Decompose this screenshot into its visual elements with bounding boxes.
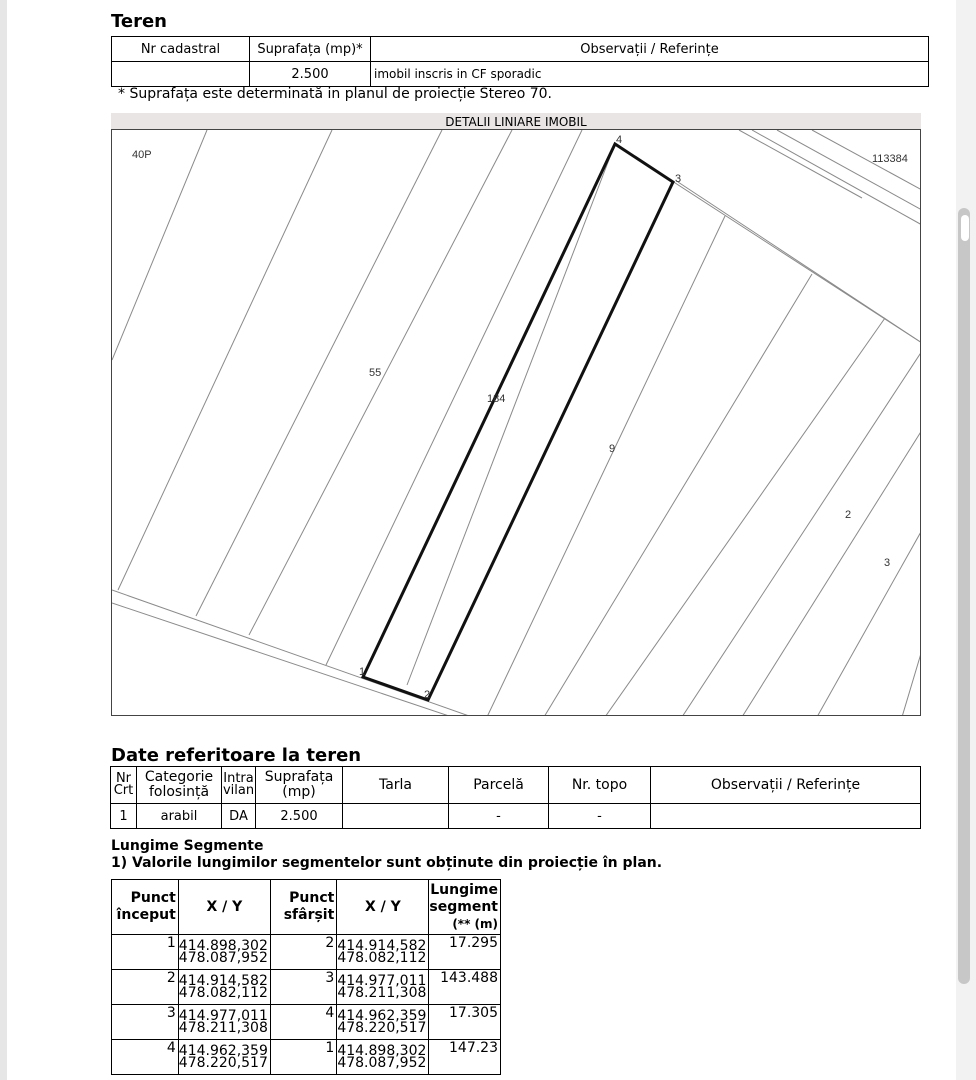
col-segment-label: segment — [429, 898, 498, 915]
start-y: 478.087,952 — [178, 950, 268, 966]
label-cadastral-neighbor: 113384 — [872, 153, 908, 165]
col-unit-label: (** (m) — [452, 916, 498, 931]
segment-row — [112, 970, 501, 1005]
col-crt-label: Crt — [113, 783, 134, 798]
cell-observatii-teren — [651, 804, 921, 829]
col-punct-label: Punct — [130, 890, 176, 906]
col-tarla: Tarla — [343, 767, 449, 804]
end-x: 414.898,302 — [337, 1043, 427, 1059]
col-nr-cadastral: Nr cadastral — [112, 37, 250, 62]
segment-row — [112, 1040, 501, 1075]
col-vilan-label: vilan — [222, 783, 255, 798]
col-punct-sfarsit — [270, 880, 336, 935]
parcel-map[interactable] — [111, 129, 921, 716]
label-parcel-55: 55 — [369, 367, 382, 379]
segment-start-xy — [178, 935, 270, 970]
end-x: 414.962,359 — [337, 1008, 427, 1024]
teren-note: * Suprafața este determinată in planul de proiecție Stereo 70. — [118, 86, 553, 102]
col-nr-topo: Nr. topo — [549, 767, 651, 804]
start-x: 414.914,582 — [178, 973, 268, 989]
col-punct-end-label: Punct — [289, 890, 335, 906]
cell-observatii: imobil inscris in CF sporadic — [371, 62, 929, 87]
col-xy-start: X / Y — [178, 880, 270, 935]
start-x: 414.977,011 — [178, 1008, 268, 1024]
segment-end-point: 4 — [270, 1005, 336, 1040]
label-parcel-2: 2 — [845, 509, 852, 521]
segment-start-xy — [178, 970, 270, 1005]
cell-nr: 1 — [111, 804, 137, 829]
label-parcel-center: 184 — [487, 393, 506, 405]
col-mp-label: (mp) — [282, 784, 316, 800]
segment-end-xy — [337, 970, 429, 1005]
segment-length: 17.295 — [429, 935, 501, 970]
end-y: 478.082,112 — [337, 950, 427, 966]
segment-start-point: 1 — [112, 935, 179, 970]
col-categorie — [137, 767, 222, 804]
cell-parcela: - — [449, 804, 549, 829]
label-parcel-9: 9 — [609, 443, 616, 455]
segment-length: 143.488 — [429, 970, 501, 1005]
col-suprafata: Suprafața (mp)* — [250, 37, 371, 62]
start-y: 478.220,517 — [178, 1055, 268, 1071]
segment-start-point: 2 — [112, 970, 179, 1005]
end-x: 414.977,011 — [337, 973, 427, 989]
date-teren-table — [110, 766, 921, 829]
point-4-label: 4 — [616, 134, 623, 146]
parcel-map-drawing — [112, 130, 921, 716]
segmente-subtitle: 1) Valorile lungimilor segmentelor sunt obținute din proiecție în plan. — [111, 855, 663, 871]
segment-start-point: 3 — [112, 1005, 179, 1040]
label-parcel-3: 3 — [884, 557, 891, 569]
segment-start-point: 4 — [112, 1040, 179, 1075]
segment-end-point: 2 — [270, 935, 336, 970]
cell-nr-topo: - — [549, 804, 651, 829]
cell-intravilan: DA — [222, 804, 256, 829]
teren-table — [111, 36, 929, 87]
col-intra-label: Intra — [223, 771, 254, 786]
col-sfarsit-label: sfârșit — [283, 907, 335, 923]
segment-end-point: 1 — [270, 1040, 336, 1075]
start-x: 414.898,302 — [178, 938, 268, 954]
col-categorie-label: Categorie — [144, 769, 214, 785]
segment-end-xy — [337, 935, 429, 970]
segment-length: 17.305 — [429, 1005, 501, 1040]
col-suprafata-mp — [256, 767, 343, 804]
point-3-label: 3 — [675, 173, 682, 185]
col-inceput-label: început — [116, 907, 176, 923]
cell-suprafata: 2.500 — [250, 62, 371, 87]
scrollbar[interactable] — [958, 208, 970, 984]
scrollbar-grip — [961, 215, 969, 241]
end-y: 478.087,952 — [337, 1055, 427, 1071]
page-left-edge — [0, 0, 7, 1080]
map-header: DETALII LINIARE IMOBIL — [111, 113, 921, 129]
property-outline — [363, 144, 673, 700]
col-intravilan — [222, 767, 256, 804]
segment-end-point: 3 — [270, 970, 336, 1005]
point-2-label: 2 — [424, 689, 431, 701]
cell-nr-cadastral — [112, 62, 250, 87]
cell-categorie: arabil — [137, 804, 222, 829]
label-top-left: 40P — [132, 149, 152, 161]
col-punct-inceput — [112, 880, 179, 935]
point-1-label: 1 — [359, 666, 366, 678]
col-lungime — [429, 880, 501, 935]
col-nr-crt — [111, 767, 137, 804]
start-x: 414.962,359 — [178, 1043, 268, 1059]
teren-title: Teren — [111, 11, 167, 32]
start-y: 478.082,112 — [178, 985, 268, 1001]
cell-tarla — [343, 804, 449, 829]
segment-start-xy — [178, 1005, 270, 1040]
col-xy-end: X / Y — [337, 880, 429, 935]
segment-row — [112, 935, 501, 970]
start-y: 478.211,308 — [178, 1020, 268, 1036]
col-folosinta-label: folosință — [148, 784, 210, 800]
col-observatii-teren: Observații / Referințe — [651, 767, 921, 804]
end-y: 478.211,308 — [337, 985, 427, 1001]
segment-end-xy — [337, 1040, 429, 1075]
col-parcela: Parcelă — [449, 767, 549, 804]
segment-end-xy — [337, 1005, 429, 1040]
segmente-title: Lungime Segmente — [111, 838, 264, 854]
parcel-boundaries — [112, 130, 921, 716]
end-y: 478.220,517 — [337, 1020, 427, 1036]
end-x: 414.914,582 — [337, 938, 427, 954]
date-teren-title: Date referitoare la teren — [111, 745, 362, 766]
segment-start-xy — [178, 1040, 270, 1075]
col-suprafata-label: Suprafața — [264, 769, 334, 785]
segmente-table — [111, 879, 501, 1075]
col-observatii: Observații / Referințe — [371, 37, 929, 62]
segment-length: 147.23 — [429, 1040, 501, 1075]
cell-suprafata-teren: 2.500 — [256, 804, 343, 829]
segment-row — [112, 1005, 501, 1040]
col-lungime-label: Lungime — [430, 881, 498, 898]
col-nr-label: Nr — [115, 771, 132, 786]
